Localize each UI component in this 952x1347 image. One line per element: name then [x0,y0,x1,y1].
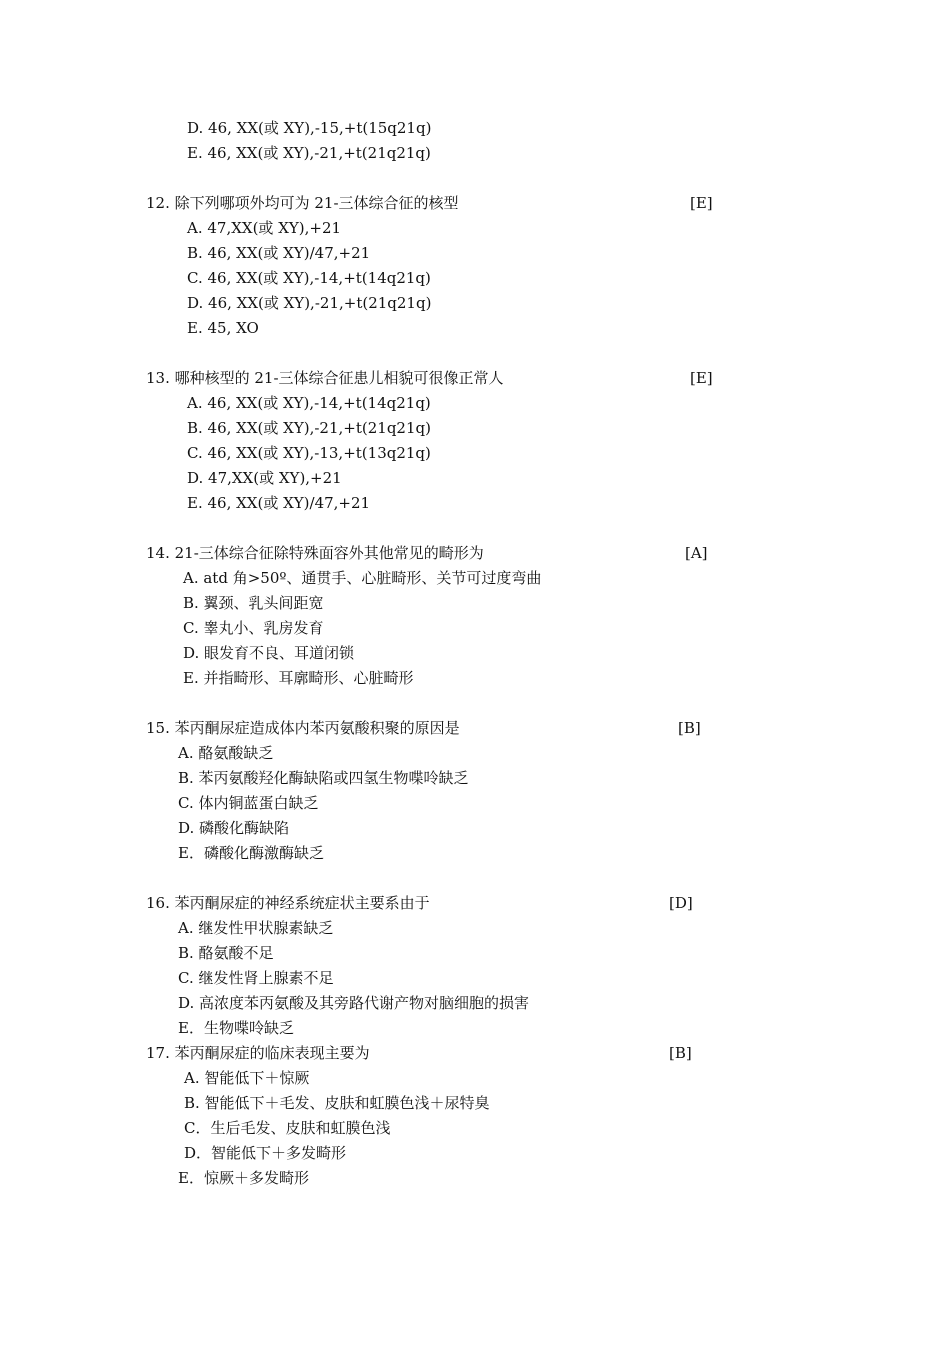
option-line: B. 46, XX(或 XY)/47,+21 [187,244,371,262]
option-line: D. 47,XX(或 XY),+21 [187,469,342,487]
option-line: C．生后毛发、皮肤和虹膜色浅 [184,1119,391,1137]
option-line: B. 46, XX(或 XY),-21,+t(21q21q) [187,419,431,437]
answer-key: [D] [669,894,693,912]
option-line: A. 46, XX(或 XY),-14,+t(14q21q) [187,394,431,412]
option-line: D. 高浓度苯丙氨酸及其旁路代谢产物对脑细胞的损害 [178,994,530,1012]
option-line: E．磷酸化酶激酶缺乏 [178,844,324,862]
option-line: A. atd 角>50º、通贯手、心脏畸形、关节可过度弯曲 [183,569,542,587]
question-stem: 14. 21-三体综合征除特殊面容外其他常见的畸形为 [146,544,484,562]
option-line: C. 46, XX(或 XY),-14,+t(14q21q) [187,269,431,287]
answer-key: [B] [669,1044,692,1062]
option-line: B. 翼颈、乳头间距宽 [183,594,324,612]
option-line: B. 酪氨酸不足 [178,944,274,962]
option-line: C. 体内铜蓝蛋白缺乏 [178,794,319,812]
option-line: D．智能低下＋多发畸形 [184,1144,347,1162]
option-line: E．惊厥＋多发畸形 [178,1169,309,1187]
option-line: E．生物喋呤缺乏 [178,1019,294,1037]
option-line: B. 智能低下＋毛发、皮肤和虹膜色浅＋尿特臭 [184,1094,490,1112]
option-line: D. 46, XX(或 XY),-21,+t(21q21q) [187,294,432,312]
question-stem: 13. 哪种核型的 21-三体综合征患儿相貌可很像正常人 [146,369,504,387]
option-line: D. 磷酸化酶缺陷 [178,819,290,837]
answer-key: [E] [690,369,713,387]
question-stem: 12. 除下列哪项外均可为 21-三体综合征的核型 [146,194,459,212]
option-line: A. 酪氨酸缺乏 [178,744,274,762]
option-line: C. 继发性肾上腺素不足 [178,969,334,987]
option-line: B. 苯丙氨酸羟化酶缺陷或四氢生物喋呤缺乏 [178,769,469,787]
option-line: E. 46, XX(或 XY)/47,+21 [187,494,371,512]
question-stem: 15. 苯丙酮尿症造成体内苯丙氨酸积聚的原因是 [146,719,460,737]
answer-key: [A] [685,544,708,562]
option-line: C. 睾丸小、乳房发育 [183,619,324,637]
answer-key: [E] [690,194,713,212]
option-line: C. 46, XX(或 XY),-13,+t(13q21q) [187,444,431,462]
option-line: A. 智能低下＋惊厥 [184,1069,310,1087]
answer-key: [B] [678,719,701,737]
option-line: E. 46, XX(或 XY),-21,+t(21q21q) [187,144,431,162]
option-line: A. 47,XX(或 XY),+21 [187,219,342,237]
option-line: D. 46, XX(或 XY),-15,+t(15q21q) [187,119,432,137]
option-line: E. 并指畸形、耳廓畸形、心脏畸形 [183,669,414,687]
option-line: A. 继发性甲状腺素缺乏 [178,919,334,937]
option-line: D. 眼发育不良、耳道闭锁 [183,644,355,662]
question-stem: 16. 苯丙酮尿症的神经系统症状主要系由于 [146,894,430,912]
option-line: E. 45, XO [187,319,259,337]
question-stem: 17. 苯丙酮尿症的临床表现主要为 [146,1044,370,1062]
